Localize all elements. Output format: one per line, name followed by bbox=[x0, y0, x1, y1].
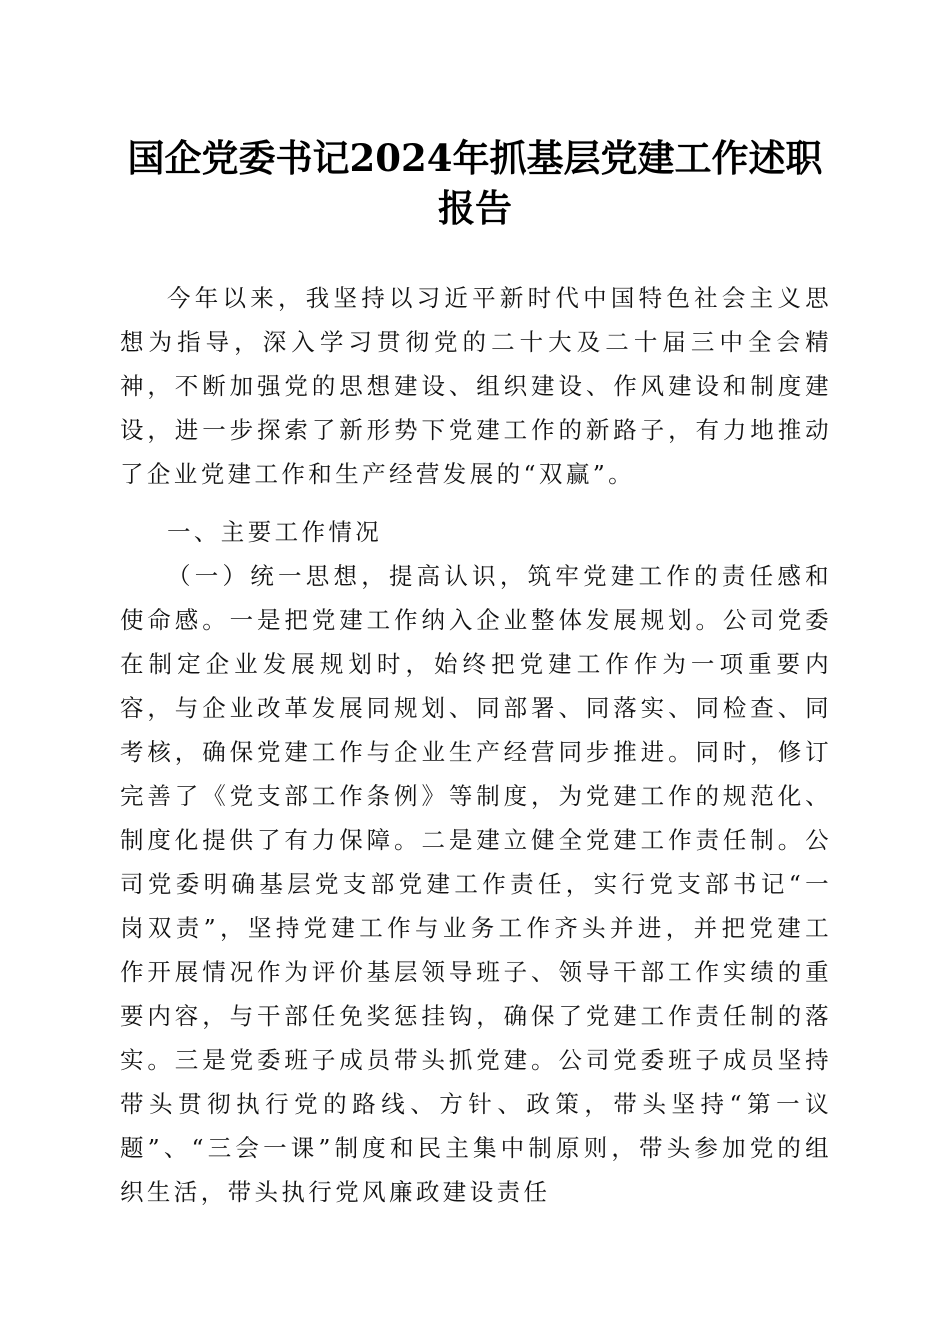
section-heading: 一、主要工作情况 bbox=[167, 518, 383, 546]
document-body bbox=[120, 276, 832, 1214]
document-title: 国企党委书记2024年抓基层党建工作述职报告 bbox=[127, 136, 823, 230]
intro-paragraph: 今年以来，我坚持以习近平新时代中国特色社会主义思想为指导，深入学习贯彻党的二十大及二十届三中全会精神，不断加强党的思想建设、组织建设、作风建设和制度建设，进一步探索了新形势下党建工作的新路子，有力地推动了企业党建工作和生产经营发展的“双赢”。 bbox=[120, 284, 832, 488]
sub-section-paragraph: （一）统一思想，提高认识，筑牢党建工作的责任感和使命感。一是把党建工作纳入企业整体发展规划。公司党委在制定企业发展规划时，始终把党建工作作为一项重要内容，与企业改革发展同规划、同部署、同落实、同检查、同考核，确保党建工作与企业生产经营同步推进。同时，修订完善了《党支部工作条例》等制度，为党建工作的规范化、制度化提供了有力保障。二是建立健全党建工作责任制。公司党委明确基层党支部党建工作责任，实行党支部书记“一岗双责”，坚持党建工作与业务工作齐头并进，并把党建工作开展情况作为评价基层领导班子、领导干部工作实绩的重要内容，与干部任免奖惩挂钩，确保了党建工作责任制的落实。三是党委班子成员带头抓党建。公司党委班子成员坚持带头贯彻执行党的路线、方针、政策，带头坚持“第一议题”、“三会一课”制度和民主集中制原则，带头参加党的组织生活，带头执行党风廉政建设责任 bbox=[120, 562, 832, 1206]
